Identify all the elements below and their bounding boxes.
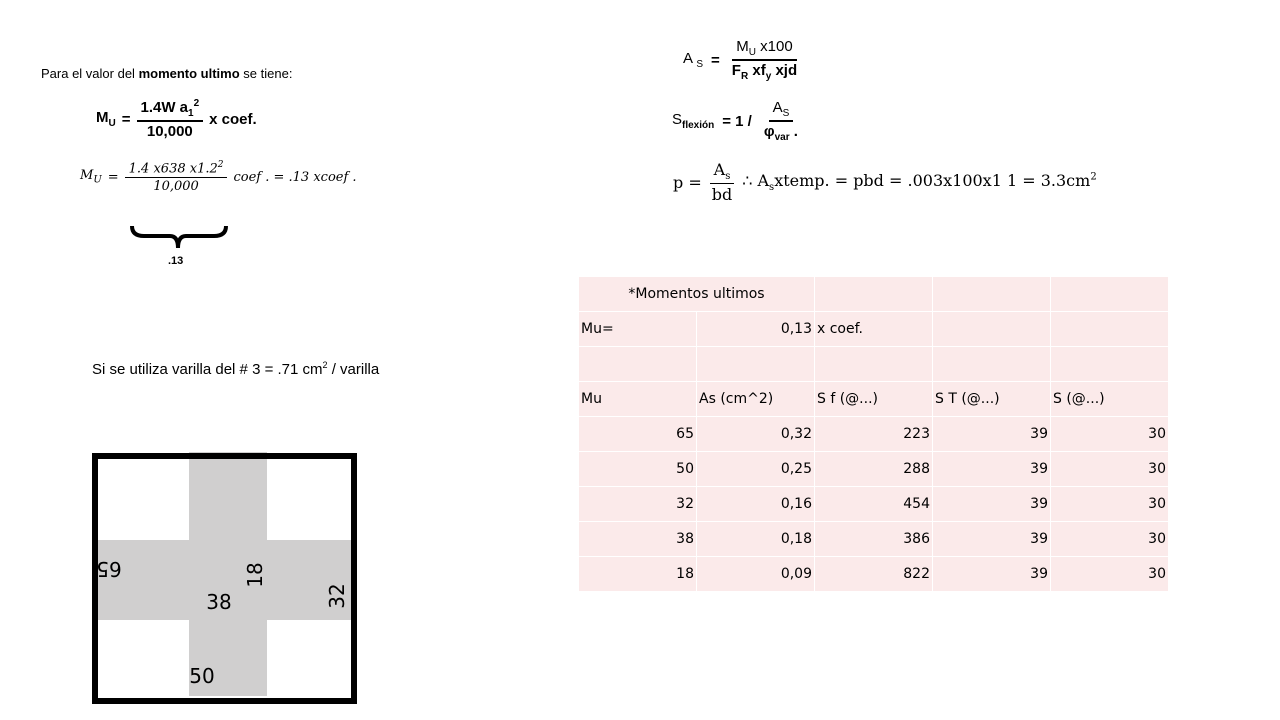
s-eq: = 1 /: [722, 112, 752, 130]
mun-num-sup: 2: [217, 160, 224, 170]
table-mu-tail: x coef.: [815, 312, 933, 347]
as-den-c: xjd: [771, 62, 798, 79]
formula-s-flexion: [672, 99, 802, 143]
intro-suffix: se tiene:: [239, 66, 293, 81]
p-den: bd: [711, 185, 733, 205]
mu-fraction: [137, 98, 204, 140]
table-cell: 18: [579, 557, 697, 592]
table-mu-value: 0,13: [697, 312, 815, 347]
table-cell: 822: [815, 557, 933, 592]
s-num-sub: S: [782, 108, 790, 119]
table-row: [579, 417, 1169, 452]
mu-lhs-sub: U: [108, 118, 116, 129]
table-cell: 0,16: [697, 487, 815, 522]
mu-num-sup: 2: [193, 98, 200, 109]
s-den-tail: .: [789, 123, 798, 140]
mu-den: 10,000: [146, 123, 193, 140]
as-eq: =: [711, 51, 720, 69]
table-cell: 30: [1051, 417, 1169, 452]
table-cell: 386: [815, 522, 933, 557]
table-empty-row: [579, 347, 1169, 382]
mun-lhs: M: [80, 168, 94, 184]
mu-num: 1.4W a: [140, 99, 189, 116]
table-cell: 30: [1051, 452, 1169, 487]
table-cell: 50: [579, 452, 697, 487]
table-cell: 0,18: [697, 522, 815, 557]
table-mu-label: Mu=: [579, 312, 697, 347]
table-cell: 38: [579, 522, 697, 557]
table-cell: 454: [815, 487, 933, 522]
mu-lhs: M: [96, 109, 109, 126]
as-num-tail: x100: [755, 38, 793, 55]
mu-num-sub: 1: [188, 108, 194, 119]
label-38: 38: [206, 590, 232, 614]
as-lhs-sub: S: [696, 59, 704, 70]
table-header-row: [579, 382, 1169, 417]
table-row: [579, 522, 1169, 557]
p-num-sub: s: [725, 171, 731, 183]
table-mu-row: [579, 312, 1169, 347]
formula-as: [683, 38, 801, 82]
table-cell: 39: [933, 417, 1051, 452]
table-cell: 39: [933, 487, 1051, 522]
table-cell: 0,25: [697, 452, 815, 487]
table-header: S T (@...): [933, 382, 1051, 417]
table-cell: 30: [1051, 557, 1169, 592]
table-header: S f (@...): [815, 382, 933, 417]
mun-eq: =: [107, 169, 119, 185]
mun-den: 10,000: [153, 179, 199, 195]
table-cell: 0,32: [697, 417, 815, 452]
as-den-sub2: y: [765, 71, 772, 82]
table-cell: 0,09: [697, 557, 815, 592]
mu-tail: x coef.: [209, 110, 257, 128]
p-rest-sub: s: [769, 182, 775, 194]
p-num: A: [713, 160, 726, 179]
intro-prefix: Para el valor del: [41, 66, 139, 81]
formula-mu-numeric: [80, 160, 357, 194]
table-header: As (cm^2): [697, 382, 815, 417]
as-num-sub: U: [748, 47, 756, 58]
curly-brace-icon: [130, 224, 230, 252]
table-cell: 223: [815, 417, 933, 452]
s-fraction: [760, 99, 802, 143]
table-title: *Momentos ultimos: [579, 277, 815, 312]
varilla-tail: / varilla: [327, 361, 380, 378]
as-den-sub: R: [740, 71, 749, 82]
table-header: S (@...): [1051, 382, 1169, 417]
mun-fraction: [125, 160, 228, 194]
s-num: A: [772, 99, 783, 116]
p-fraction: [708, 160, 736, 204]
varilla-sup: 2: [322, 360, 328, 370]
p-rest: ∴ A: [742, 171, 770, 190]
table-cell: 32: [579, 487, 697, 522]
formula-p: [673, 160, 1097, 204]
table-row: [579, 487, 1169, 522]
s-den: φ: [763, 123, 775, 140]
as-lhs: A: [683, 50, 693, 67]
brace-label: .13: [168, 255, 184, 267]
s-lhs: S: [672, 111, 683, 128]
p-rest-tail: xtemp. = pbd = .003x100x1 1 = 3.3cm: [774, 171, 1091, 190]
as-fraction: [728, 38, 801, 82]
momentos-table: [578, 276, 1169, 592]
table-cell: 39: [933, 452, 1051, 487]
table-cell: 65: [579, 417, 697, 452]
label-18: 18: [243, 562, 267, 588]
formula-mu: [96, 98, 257, 140]
table-cell: 39: [933, 557, 1051, 592]
mu-eq: =: [121, 110, 131, 128]
varilla-main: Si se utiliza varilla del # 3 = .71 cm: [92, 361, 323, 378]
slab-diagram: [92, 452, 357, 704]
as-den-b: xf: [748, 62, 766, 79]
label-50: 50: [189, 664, 215, 688]
table-cell: 30: [1051, 522, 1169, 557]
intro-bold: momento ultimo: [138, 66, 240, 81]
s-den-sub: var: [774, 132, 790, 143]
label-65: 65: [96, 557, 122, 581]
table-header: Mu: [579, 382, 697, 417]
as-den-a: F: [731, 62, 741, 79]
as-num: M: [736, 38, 749, 55]
s-lhs-sub: flexión: [682, 120, 715, 131]
label-32: 32: [325, 583, 349, 609]
p-lhs: p =: [673, 172, 702, 192]
p-rest-sup: 2: [1090, 171, 1097, 183]
varilla-text: [92, 360, 379, 378]
table-row: [579, 557, 1169, 592]
table-cell: 30: [1051, 487, 1169, 522]
table-row: [579, 452, 1169, 487]
table-title-row: [579, 277, 1169, 312]
intro-text: [41, 66, 292, 81]
table-cell: 39: [933, 522, 1051, 557]
table-cell: 288: [815, 452, 933, 487]
mun-lhs-sub: U: [93, 174, 102, 186]
mun-tail: coef . = .13 xcoef .: [233, 169, 357, 185]
mun-num: 1.4 x638 x1.2: [128, 161, 218, 177]
